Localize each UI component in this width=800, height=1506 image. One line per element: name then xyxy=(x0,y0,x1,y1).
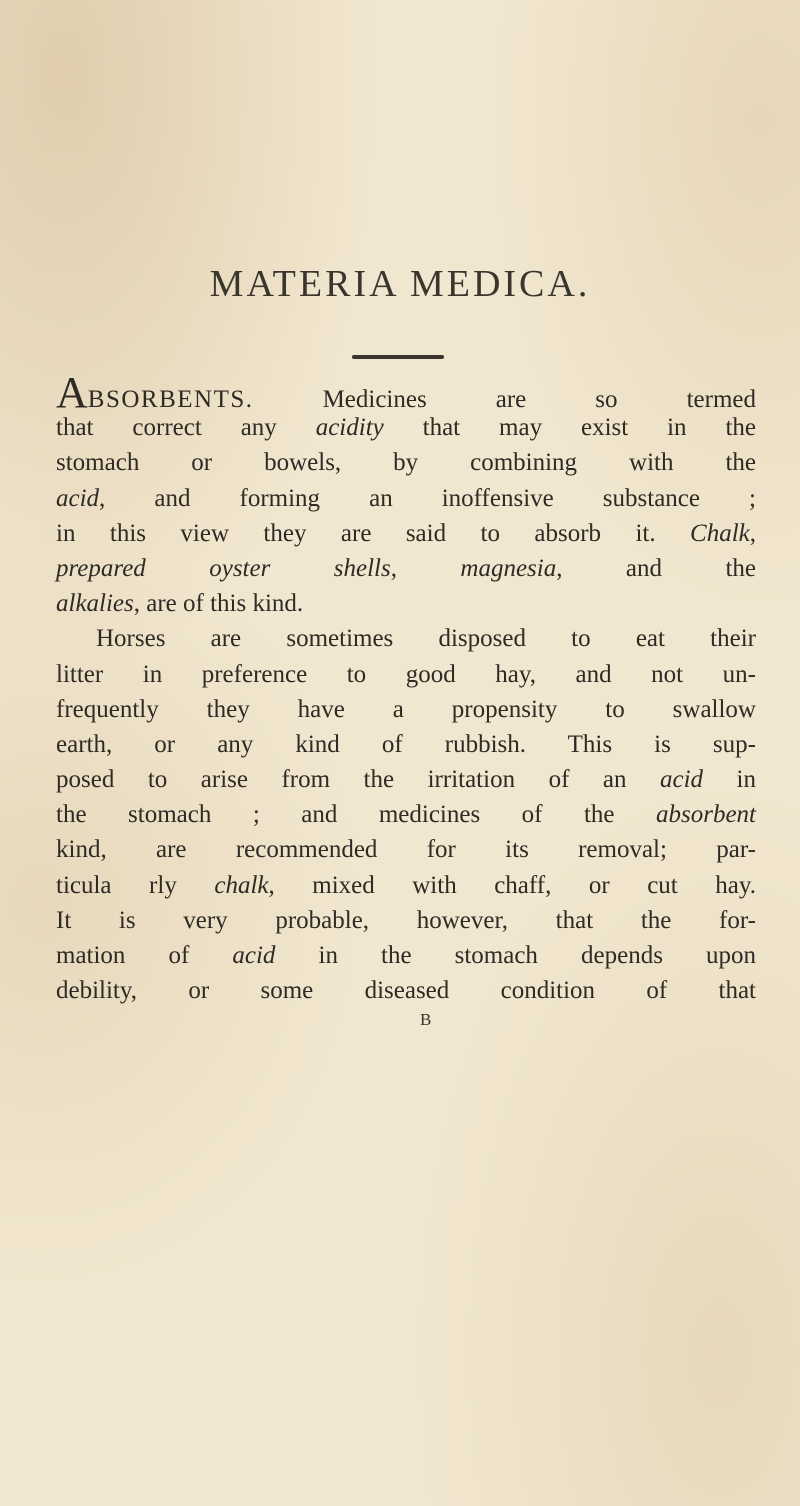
text-line xyxy=(56,868,756,903)
italic-term: prepared oyster shells xyxy=(56,554,391,582)
text-line xyxy=(56,445,756,480)
text-run: mation of xyxy=(56,942,233,969)
text-run: debility, or some diseased condition of that xyxy=(56,977,756,1005)
italic-term: absorbent xyxy=(656,801,756,829)
text-line xyxy=(56,797,756,832)
paragraph-horses xyxy=(56,621,756,1008)
text-line xyxy=(56,903,756,938)
text-line xyxy=(56,727,756,762)
text-run: in xyxy=(703,766,756,794)
text-run: in the stomach depends upon xyxy=(275,942,756,969)
text-line xyxy=(56,551,756,586)
text-run: that correct any xyxy=(56,414,316,442)
text-run: in this view they are said to absorb it. xyxy=(56,519,691,547)
italic-term: alkalies xyxy=(56,590,134,618)
italic-term: acid xyxy=(660,766,704,794)
text-line xyxy=(56,410,756,445)
italic-term: magnesia xyxy=(460,554,557,582)
drop-cap: A xyxy=(56,368,88,417)
text-line xyxy=(56,586,756,621)
text-line xyxy=(56,657,756,692)
text-run: that may exist in the xyxy=(383,414,757,442)
text-line xyxy=(56,973,756,1008)
text-line xyxy=(56,368,756,417)
ornamental-rule xyxy=(352,355,444,359)
lead-word: BSORBENTS. xyxy=(87,386,254,413)
text-run: stomach or bowels, by combining with the xyxy=(56,449,756,477)
text-run: posed to arise from the irritation of an xyxy=(56,766,660,794)
text-line xyxy=(56,938,756,973)
italic-term: chalk xyxy=(214,871,269,899)
text-run: ticula rly xyxy=(56,871,215,899)
text-run: , and the xyxy=(556,554,756,582)
italic-term: acid xyxy=(56,484,100,512)
text-line xyxy=(56,692,756,727)
paragraph-absorbents xyxy=(56,368,757,621)
text-run: Medicines are so termed xyxy=(253,386,756,413)
signature-mark: B xyxy=(420,1010,432,1029)
page-title: MATERIA MEDICA. xyxy=(209,263,591,305)
text-run xyxy=(254,386,756,413)
body-text xyxy=(56,368,757,1008)
text-line xyxy=(56,481,756,516)
text-run: the stomach ; and medicines of the xyxy=(56,801,656,829)
text-run: earth, or any kind of rubbish. This is sup- xyxy=(56,730,756,758)
text-run: litter in preference to good hay, and not un- xyxy=(56,660,756,688)
text-line xyxy=(56,516,756,551)
text-line xyxy=(56,621,756,656)
text-line xyxy=(56,762,756,797)
text-run: , mixed with chaff, or cut hay. xyxy=(268,871,756,899)
text-run: , are of this kind. xyxy=(133,590,304,618)
italic-term: Chalk xyxy=(690,519,750,547)
text-run: , xyxy=(749,519,756,547)
text-run: Horses are sometimes disposed to eat their xyxy=(96,625,756,653)
text-run: , and forming an inoffensive substance ; xyxy=(99,484,756,512)
text-line xyxy=(56,832,756,867)
italic-term: acidity xyxy=(315,414,384,442)
text-run: kind, are recommended for its removal; par- xyxy=(56,836,756,864)
italic-term: acid xyxy=(232,942,276,969)
text-run: , xyxy=(390,554,461,582)
text-run: frequently they have a propensity to swallow xyxy=(56,695,756,723)
text-run: It is very probable, however, that the for- xyxy=(56,906,756,934)
